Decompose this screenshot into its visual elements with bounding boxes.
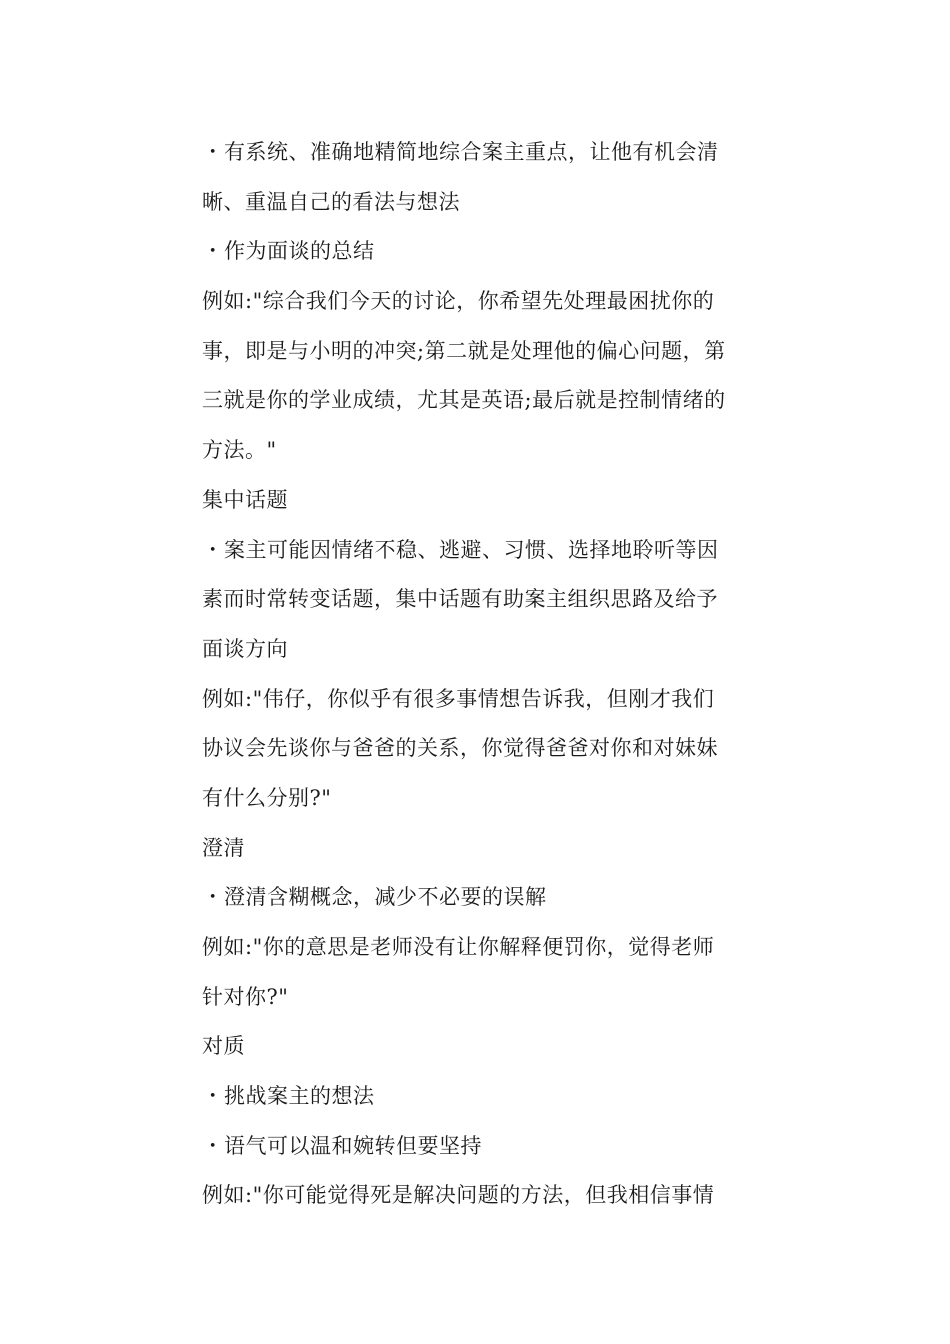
line-text: 协议会先谈你与爸爸的关系，你觉得爸爸对你和对妹妹 <box>202 736 718 761</box>
line-text: 例如:"伟仔，你似乎有很多事情想告诉我，但刚才我们 <box>202 686 715 711</box>
line-text: 语气可以温和婉转但要坚持 <box>224 1133 482 1158</box>
line-text: 作为面谈的总结 <box>224 239 375 264</box>
line-text: 晰、重温自己的看法与想法 <box>202 189 460 214</box>
text-line <box>202 1022 762 1072</box>
bullet-line <box>202 1072 762 1122</box>
bullet-line <box>202 873 762 923</box>
text-line <box>202 178 762 228</box>
line-text: 挑战案主的想法 <box>224 1084 375 1109</box>
line-text: 有什么分别?" <box>202 785 332 810</box>
bullet-marker: • <box>208 890 218 906</box>
line-text: 对质 <box>202 1034 245 1059</box>
text-line <box>202 277 762 327</box>
bullet-marker: • <box>208 1138 218 1154</box>
text-line <box>202 923 762 973</box>
line-text: 案主可能因情绪不稳、逃避、习惯、选择地聆听等因 <box>224 537 719 562</box>
bullet-marker: • <box>208 542 218 558</box>
line-text: 集中话题 <box>202 487 288 512</box>
text-line <box>202 774 762 824</box>
text-line <box>202 1171 762 1221</box>
bullet-marker: • <box>208 1089 218 1105</box>
bullet-marker: • <box>208 244 218 260</box>
line-text: 针对你?" <box>202 984 289 1009</box>
text-line <box>202 675 762 725</box>
text-line <box>202 625 762 675</box>
text-line <box>202 724 762 774</box>
text-line <box>202 824 762 874</box>
bullet-marker: • <box>208 145 218 160</box>
text-line <box>202 327 762 377</box>
line-text: 有系统、准确地精简地综合案主重点，让他有机会清 <box>224 140 719 164</box>
line-text: 三就是你的学业成绩，尤其是英语;最后就是控制情绪的 <box>202 388 726 413</box>
bullet-line <box>202 227 762 277</box>
line-text: 澄清含糊概念，减少不必要的误解 <box>224 885 547 910</box>
text-line <box>202 426 762 476</box>
text-line <box>202 973 762 1023</box>
line-text: 面谈方向 <box>202 636 288 661</box>
bullet-line <box>202 1122 762 1172</box>
line-text: 澄清 <box>202 835 245 860</box>
text-line <box>202 476 762 526</box>
line-text: 方法。" <box>202 438 277 463</box>
text-line <box>202 575 762 625</box>
document-body <box>202 128 762 1221</box>
text-line <box>202 376 762 426</box>
bullet-line <box>202 526 762 576</box>
line-text: 素而时常转变话题，集中话题有助案主组织思路及给予 <box>202 587 718 612</box>
line-text: 例如:"你的意思是老师没有让你解释便罚你，觉得老师 <box>202 935 715 959</box>
line-text: 例如:"综合我们今天的讨论，你希望先处理最困扰你的 <box>202 289 715 314</box>
bullet-line <box>202 128 762 178</box>
line-text: 例如:"你可能觉得死是解决问题的方法，但我相信事情 <box>202 1183 715 1208</box>
line-text: 事，即是与小明的冲突;第二就是处理他的偏心问题，第 <box>202 338 726 363</box>
